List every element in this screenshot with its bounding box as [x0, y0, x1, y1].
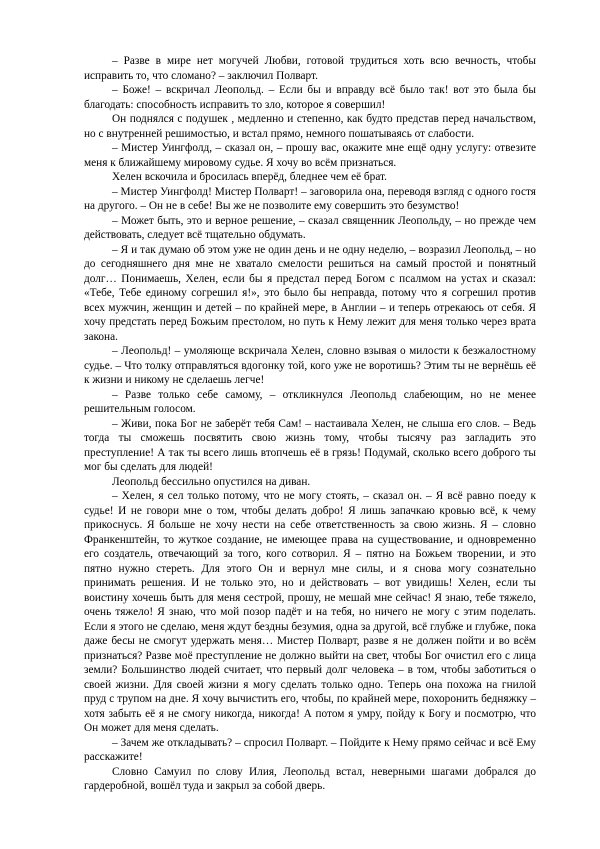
- paragraph-7: – Может быть, это и верное решение, – сказал священник Леопольду, – но прежде чем действовать, следует всё тщательно обдумать.: [84, 214, 536, 241]
- paragraph-3: Он поднялся с подушек , медленно и степенно, как будто представ перед начальством, но с внутренней решимостью, и встал прямо, немного пошатываясь от слабости.: [84, 113, 536, 140]
- paragraph-15: Словно Самуил по слову Илия, Леопольд встал, неверными шагами добрался до гардеробной, вошёл туда и закрыл за собой дверь.: [84, 765, 536, 792]
- paragraph-5: Хелен вскочила и бросилась вперёд, бледнее чем её брат.: [112, 171, 387, 183]
- paragraph-11: – Живи, пока Бог не заберёт тебя Сам! – настаивала Хелен, не слыша его слов. – Ведь тогда ты сможешь посвятить свою жизнь тому, чтобы тысячу раз загладить это преступление! А так ты всего лишь втопчешь её в грязь! Подумай, сколько всего доброго ты мог бы сделать для людей!: [84, 417, 536, 473]
- paragraph-2: – Боже! – вскричал Леопольд. – Если бы и вправду всё было так! вот это была бы благодать: способность исправить то зло, которое я совершил!: [84, 84, 536, 111]
- document-page: [84, 54, 536, 794]
- paragraph-9: – Леопольд! – умоляюще вскричала Хелен, словно взывая о милости к безжалостному судье. – Что толку отправляться вдогонку той, кого уже не воротишь? Этим ты не вернёшь её к жизни и никому не сделаешь легче!: [84, 345, 536, 386]
- paragraph-10: – Разве только себе самому, – откликнулся Леопольд слабеющим, но не менее решительным голосом.: [84, 388, 536, 415]
- paragraph-13: – Хелен, я сел только потому, что не могу стоять, – сказал он. – Я всё равно поеду к судье! И не говори мне о том, чтобы делать добро! Я лишь запачкаю кровью всё, к чему прикоснусь. Я больше не хочу нести на себе ответственность за свою жизнь. Я – словно Франкенштейн, то жуткое создание, не имеющее права на существование, и одновременно его создатель, отвечающий за того, кого сотворил. Я – пятно на Божьем творении, и это пятно нужно стереть. Для этого Он и вернул мне силы, и я снова могу сознательно принимать решения. И не только это, но и действовать – вот увидишь! Хелен, если ты воистину хочешь быть для меня сестрой, прошу, не мешай мне сейчас! Я знаю, тебе тяжело, очень тяжело! Я знаю, что мой позор падёт и на тебя, но ничего не могу с этим поделать. Если я этого не сделаю, меня ждут бездны безумия, одна за другой, всё глубже и глубже, пока даже бесы не смогут удержать меня… Мистер Полварт, разве я не должен пойти и во всём признаться? Разве моё преступление не должно выйти на свет, чтобы Бог очистил его с лица земли? Большинство людей считает, что первый долг человека – в том, чтобы заботиться о своей жизни. Для своей жизни я могу сделать только одно. Теперь она похожа на гнилой пруд с трупом на дне. Я хочу вычистить его, чтобы, по крайней мере, похоронить бедняжку – хотя забыть её я не смогу никогда, никогда! А потом я умру, пойду к Богу и посмотрю, что Он может для меня сделать.: [84, 490, 536, 734]
- paragraph-1: – Разве в мире нет могучей Любви, готовой трудиться хоть всю вечность, чтобы исправить то, что сломано? – заключил Полварт.: [84, 55, 536, 82]
- paragraph-14: – Зачем же откладывать? – спросил Полварт. – Пойдите к Нему прямо сейчас и всё Ему расскажите!: [84, 736, 536, 763]
- paragraph-8: – Я и так думаю об этом уже не один день и не одну неделю, – возразил Леопольд, – но до сегодняшнего дня мне не хватало смелости решиться на самый простой и понятный долг… Понимаешь, Хелен, если бы я предстал перед Богом с псалмом на устах и сказал: «Тебе, Тебе единому согрешил я!», это было бы неправда, потому что я согрешил против всех мужчин, женщин и детей – по крайней мере, в Англии – и теперь отрекаюсь от себя. Я хочу предстать перед Божьим престолом, но путь к Нему лежит для меня только через врата закона.: [84, 243, 536, 343]
- paragraph-4: – Мистер Уингфолд, – сказал он, – прошу вас, окажите мне ещё одну услугу: отвезите меня к ближайшему мировому судье. Я хочу во всём признаться.: [84, 142, 536, 169]
- paragraph-6: – Мистер Уингфолд! Мистер Полварт! – заговорила она, переводя взгляд с одного гостя на другого. – Он не в себе! Вы же не позволите ему совершить это безумство!: [84, 185, 536, 212]
- paragraph-12: Леопольд бессильно опустился на диван.: [112, 475, 311, 488]
